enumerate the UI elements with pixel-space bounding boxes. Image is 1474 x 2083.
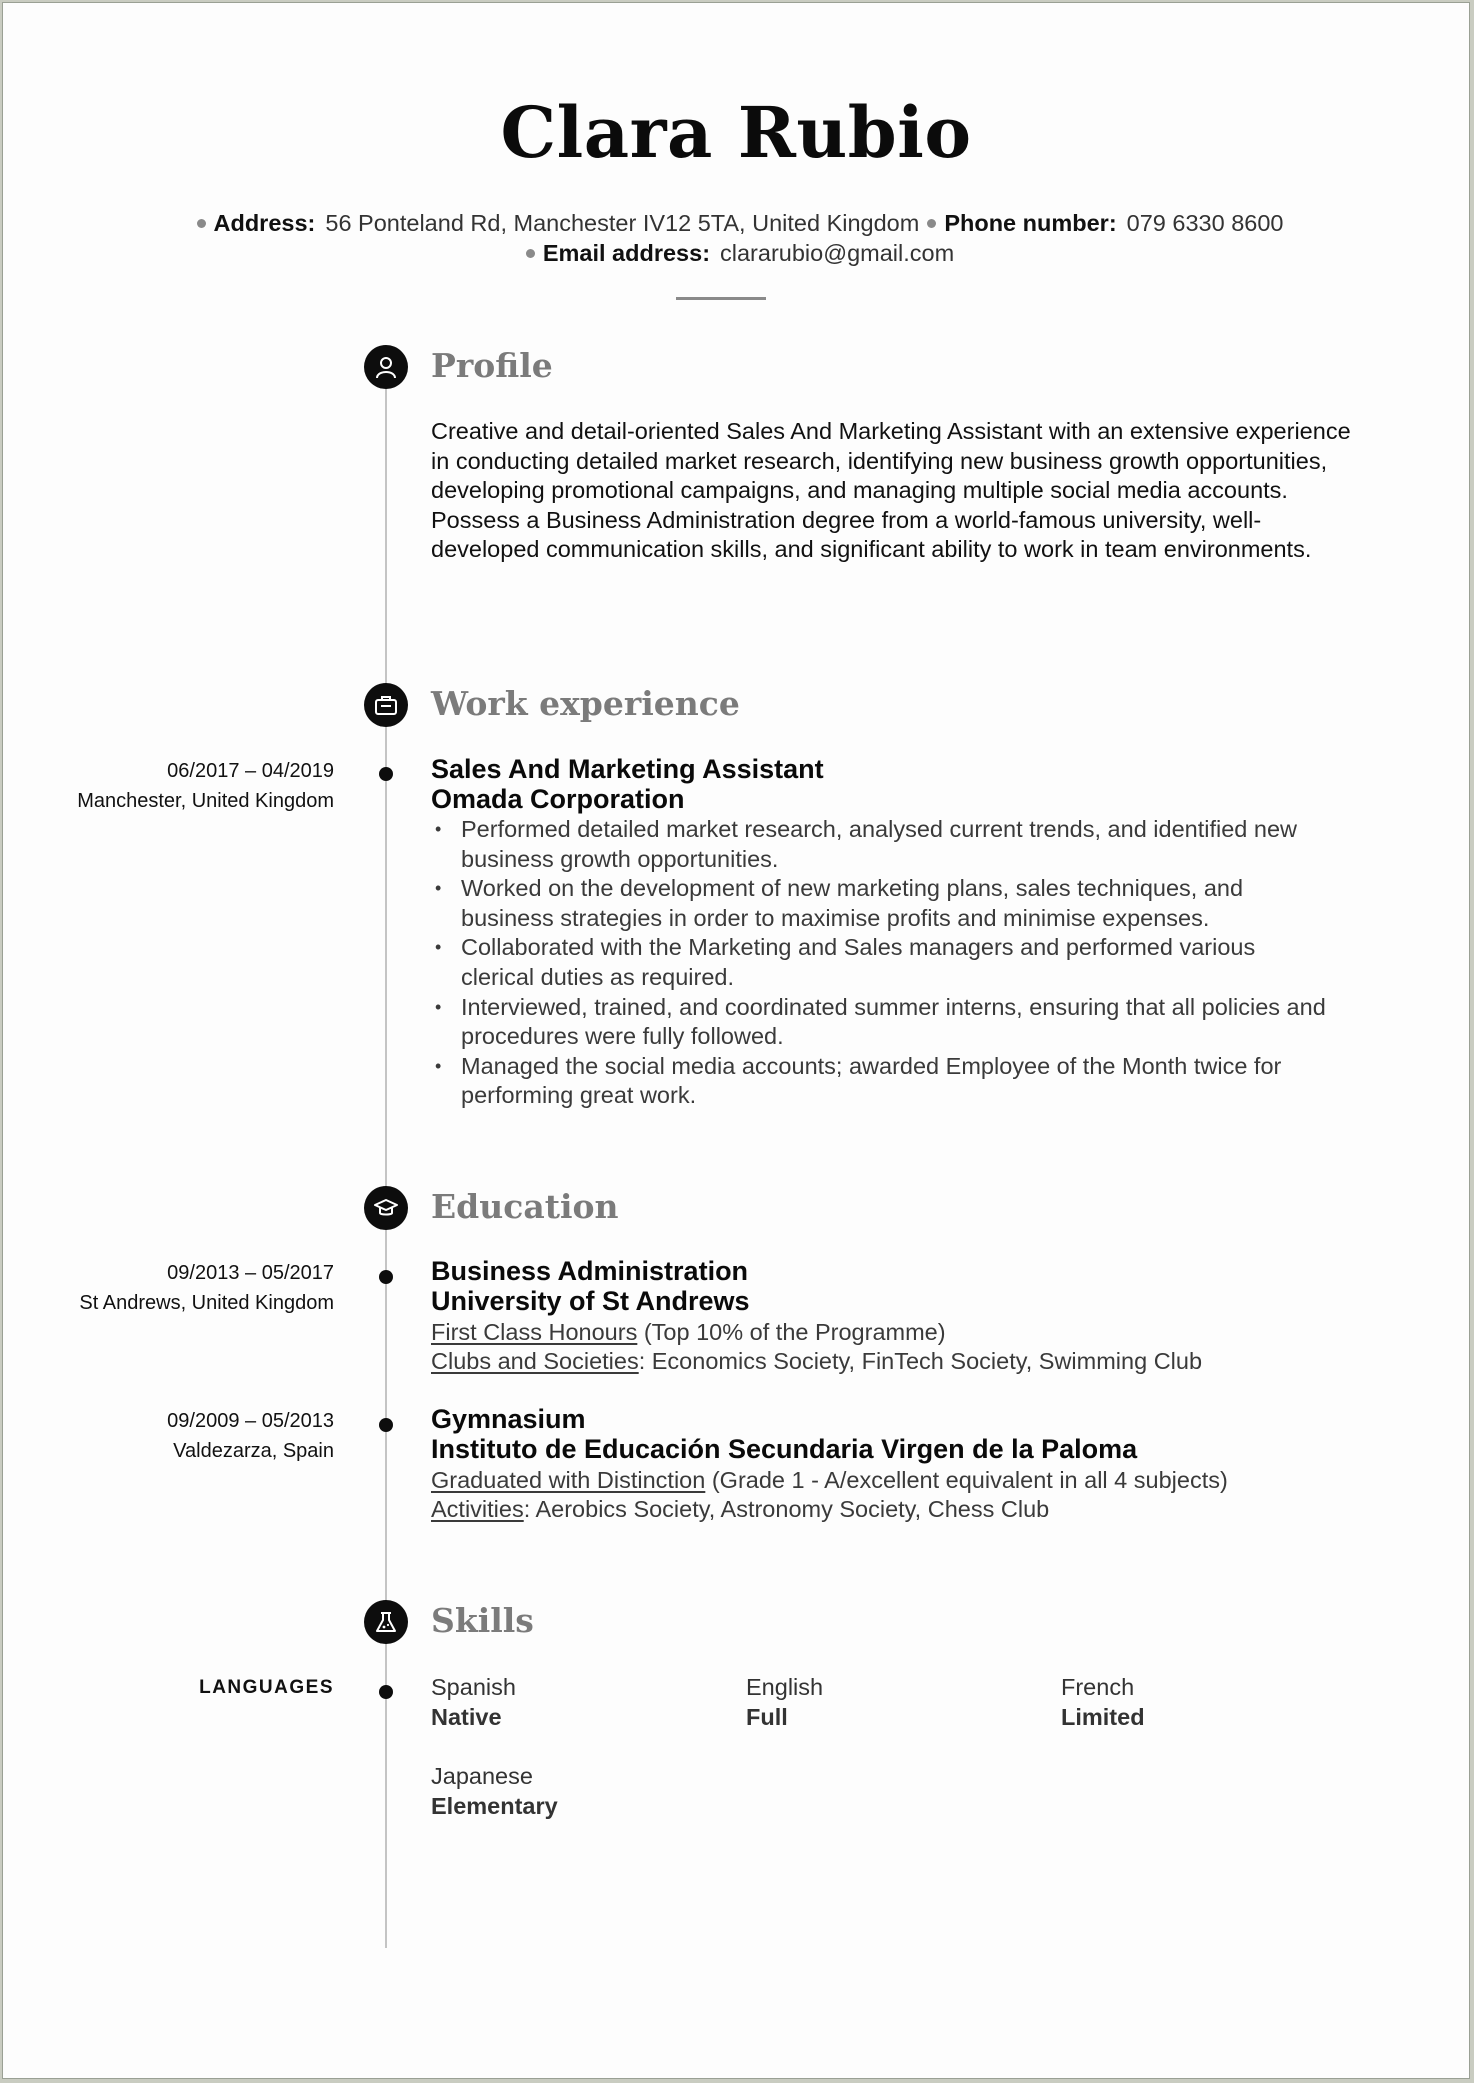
email-label: Email address: [542, 240, 711, 266]
list-item: • Performed detailed market research, analysed current trends, and identified new business growth opportunities. [431, 815, 1331, 874]
graduation-cap-icon [364, 1186, 408, 1230]
language-level: Elementary [431, 1792, 558, 1819]
timeline-dot [379, 1270, 393, 1284]
section-title-skills: Skills [431, 1601, 534, 1640]
email-value: clararubio@gmail.com [720, 240, 955, 266]
honours-label: First Class Honours [431, 1319, 638, 1345]
language-name: Spanish [431, 1674, 516, 1700]
address-label: Address: [213, 210, 316, 236]
list-item: • Worked on the development of new marketing plans, sales techniques, and business strategies in order to maximise profits and minimise expenses. [431, 874, 1331, 933]
timeline-dot [379, 1418, 393, 1432]
job-dates: 06/2017 – 04/2019 [167, 760, 334, 782]
education-dates: 09/2009 – 05/2013 [167, 1410, 334, 1432]
education-extra [431, 1347, 1202, 1377]
extra-label: Activities [431, 1496, 524, 1522]
school-name: University of St Andrews [431, 1286, 750, 1316]
language-item [431, 1673, 731, 1732]
education-location: Valdezarza, Spain [173, 1440, 334, 1462]
list-item: • Interviewed, trained, and coordinated summer interns, ensuring that all policies and procedures were fully followed. [431, 993, 1331, 1052]
language-item [1061, 1673, 1361, 1732]
school-name: Instituto de Educación Secundaria Virgen de la Paloma [431, 1434, 1138, 1464]
education-location: St Andrews, United Kingdom [79, 1292, 334, 1314]
languages-label: LANGUAGES [199, 1677, 334, 1698]
extra-text: : Economics Society, FinTech Society, Swimming Club [638, 1348, 1203, 1374]
language-level: Full [746, 1703, 788, 1730]
phone-label: Phone number: [944, 210, 1117, 236]
job-duties-list [431, 815, 1331, 1111]
degree-title: Business Administration [431, 1256, 749, 1286]
language-name: Japanese [431, 1763, 533, 1789]
timeline-line [385, 383, 387, 1948]
job-location: Manchester, United Kingdom [77, 790, 334, 812]
education-extra [431, 1495, 1049, 1525]
language-name: English [746, 1674, 824, 1700]
contact-line-2 [3, 240, 1469, 267]
section-title-education: Education [431, 1187, 619, 1226]
candidate-name: Clara Rubio [500, 91, 972, 174]
honours-label: Graduated with Distinction [431, 1467, 706, 1493]
honours-text: (Grade 1 - A/excellent equivalent in all 4 subjects) [705, 1467, 1228, 1493]
list-item: • Collaborated with the Marketing and Sales managers and performed various clerical duties as required. [431, 933, 1331, 992]
degree-title: Gymnasium [431, 1404, 586, 1434]
job-title: Sales And Marketing Assistant [431, 754, 824, 784]
honours-text: (Top 10% of the Programme) [637, 1319, 946, 1345]
section-title-work: Work experience [431, 684, 740, 723]
header-divider [676, 297, 766, 300]
language-item [746, 1673, 1046, 1732]
language-name: French [1061, 1674, 1135, 1700]
education-meta [167, 1406, 334, 1466]
bullet-dot [927, 219, 936, 228]
language-item [431, 1762, 731, 1821]
phone-value: 079 6330 8600 [1126, 210, 1284, 236]
education-dates: 09/2013 – 05/2017 [167, 1262, 334, 1284]
address-value: 56 Ponteland Rd, Manchester IV12 5TA, United Kingdom [325, 210, 920, 236]
education-honours [431, 1466, 1228, 1496]
timeline-dot [379, 767, 393, 781]
language-level: Native [431, 1703, 502, 1730]
timeline-dot [379, 1685, 393, 1699]
resume-page [2, 2, 1470, 2079]
extra-label: Clubs and Societies [431, 1348, 639, 1374]
extra-text: : Aerobics Society, Astronomy Society, Chess Club [523, 1496, 1050, 1522]
profile-summary: Creative and detail-oriented Sales And Marketing Assistant with an extensive experience in conducting detailed market research, identifying new business growth opportunities, developing promotional campaigns, and managing multiple social media accounts. Possess a Business Administration degree from a world-famous university, well-developed communication skills, and significant ability to work in team environments. [431, 418, 1351, 563]
bullet-dot [197, 219, 206, 228]
list-item: • Managed the social media accounts; awarded Employee of the Month twice for performing great work. [431, 1052, 1331, 1111]
flask-icon [364, 1600, 408, 1644]
education-meta [79, 1258, 334, 1318]
education-honours [431, 1318, 946, 1348]
section-title-profile: Profile [431, 346, 553, 385]
person-icon [364, 345, 408, 389]
job-meta [77, 756, 334, 816]
language-level: Limited [1061, 1703, 1145, 1730]
job-company: Omada Corporation [431, 784, 685, 814]
bullet-dot [526, 249, 535, 258]
contact-line-1 [3, 210, 1469, 237]
briefcase-icon [364, 683, 408, 727]
